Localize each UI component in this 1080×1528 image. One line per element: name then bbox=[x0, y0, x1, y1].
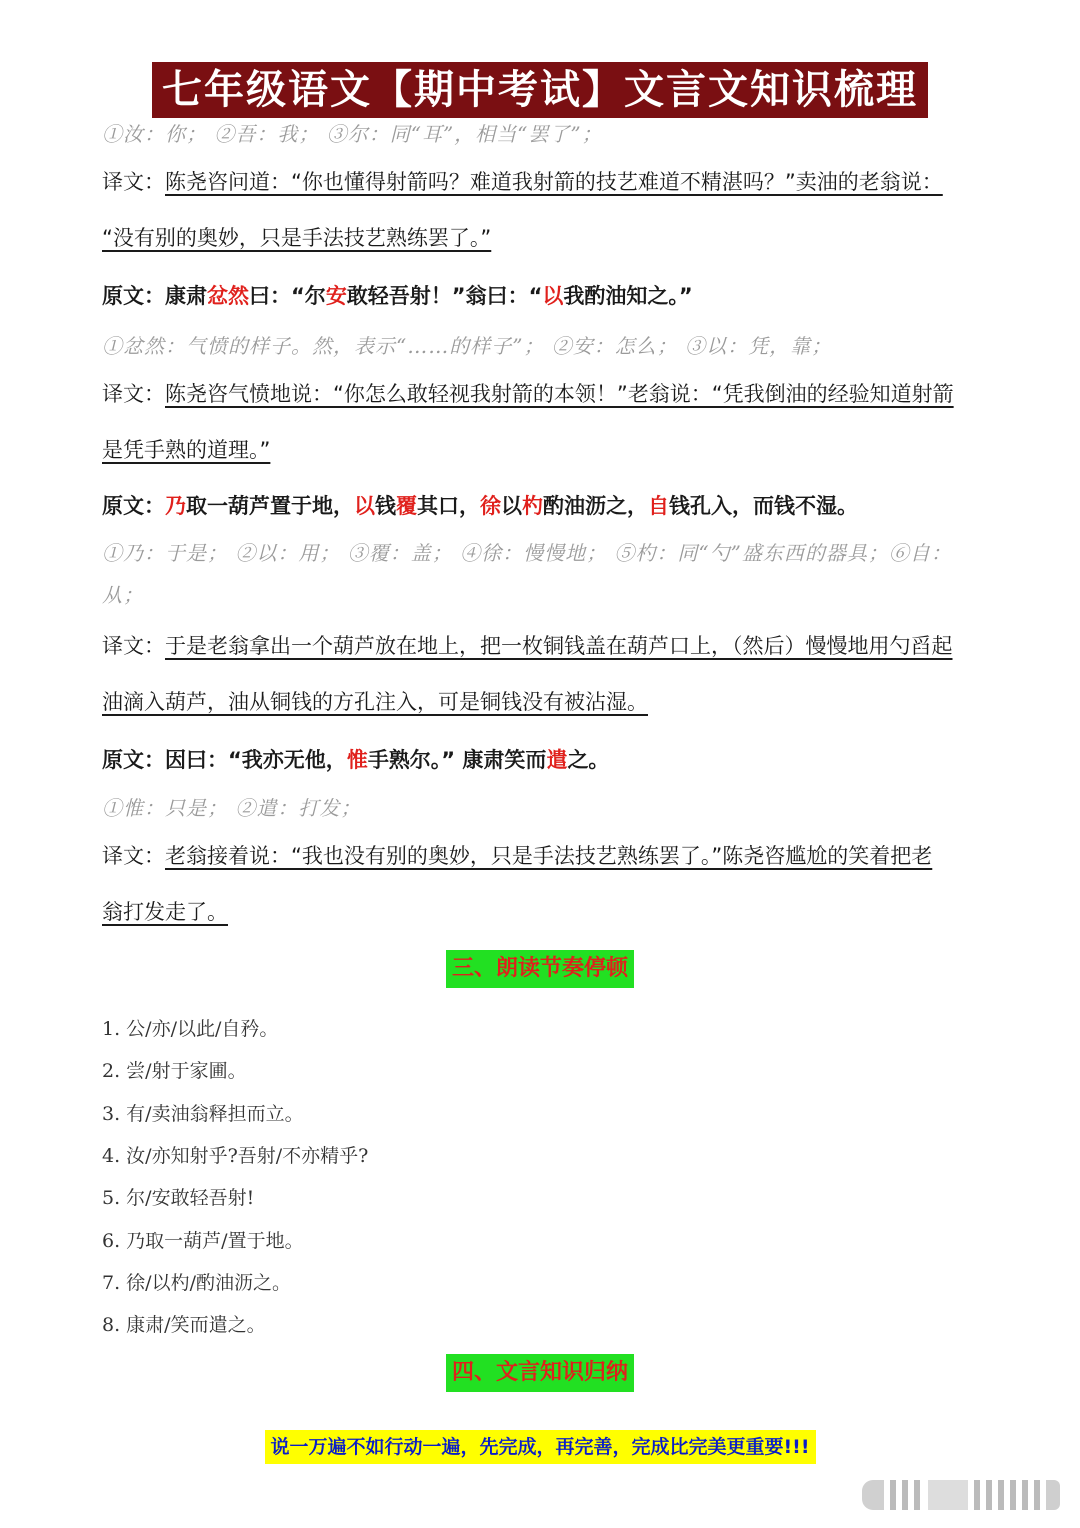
list-item: 2. 尝/射于家圃。 bbox=[102, 1060, 247, 1082]
translation-1-line-2 bbox=[102, 222, 982, 252]
text-span: 以 bbox=[501, 494, 522, 518]
text-span: 手熟尔。” 康肃笑而 bbox=[367, 748, 547, 772]
section-heading-text: 四、文言知识归纳 bbox=[446, 1354, 634, 1392]
translation-text: 陈尧咨问道：“你也懂得射箭吗？难道我射箭的技艺难道不精湛吗？”卖油的老翁说： bbox=[165, 170, 943, 194]
original-text-4 bbox=[102, 744, 982, 774]
key-word: 覆 bbox=[396, 494, 417, 518]
key-word: 以 bbox=[354, 494, 375, 518]
translation-label: 译文： bbox=[102, 170, 165, 194]
text-span: 钱 bbox=[375, 494, 396, 518]
original-text-2 bbox=[102, 280, 982, 310]
list-item: 4. 汝/亦知射乎?吾射/不亦精乎? bbox=[102, 1145, 369, 1167]
text-span: 其口， bbox=[417, 494, 480, 518]
key-word: 徐 bbox=[480, 494, 501, 518]
annotation-line-2: ①忿然：气愤的样子。然，表示“……的样子”； ②安：怎么； ③以：凭，靠； bbox=[102, 334, 833, 358]
text-span: 康肃 bbox=[165, 284, 207, 308]
translation-3-line-1 bbox=[102, 630, 982, 660]
section-heading-text: 三、朗读节奏停顿 bbox=[446, 950, 634, 988]
translation-2-line-1 bbox=[102, 378, 982, 408]
section-heading-4 bbox=[0, 1354, 1080, 1392]
section-heading-3 bbox=[0, 950, 1080, 988]
text-span: 之。 bbox=[567, 748, 610, 772]
original-label: 原文： bbox=[102, 748, 165, 772]
watermark-bar-icon bbox=[862, 1480, 1062, 1510]
key-word: 忿然 bbox=[207, 284, 249, 308]
translation-label: 译文： bbox=[102, 382, 165, 406]
list-item: 5. 尔/安敢轻吾射! bbox=[102, 1187, 255, 1209]
list-item: 8. 康肃/笑而遣之。 bbox=[102, 1314, 266, 1336]
text-span: 酌油沥之， bbox=[543, 494, 648, 518]
text-span: 钱孔入，而钱不湿。 bbox=[669, 494, 858, 518]
list-item: 1. 公/亦/以此/自矜。 bbox=[102, 1018, 279, 1040]
key-word: 遣 bbox=[546, 748, 568, 772]
list-item: 6. 乃取一葫芦/置于地。 bbox=[102, 1230, 304, 1252]
original-text-3 bbox=[102, 490, 982, 520]
page-title: 七年级语文【期中考试】文言文知识梳理 bbox=[152, 62, 928, 118]
annotation-line-1: ①汝：你； ②吾：我； ③尔：同“耳”，相当“罢了”； bbox=[102, 122, 603, 146]
translation-4-line-2 bbox=[102, 896, 982, 926]
list-item: 7. 徐/以杓/酌油沥之。 bbox=[102, 1272, 291, 1294]
text-span: 我酌油知之。” bbox=[563, 284, 693, 308]
key-word: 乃 bbox=[165, 494, 186, 518]
translation-3-line-2 bbox=[102, 686, 982, 716]
key-word: 惟 bbox=[346, 748, 368, 772]
translation-label: 译文： bbox=[102, 844, 165, 868]
translation-text: 陈尧咨气愤地说：“你怎么敢轻视我射箭的本领！”老翁说：“凭我倒油的经验知道射箭 bbox=[165, 382, 954, 406]
text-span: 因曰：“我亦无他， bbox=[165, 748, 347, 772]
original-label: 原文： bbox=[102, 494, 165, 518]
translation-text: 于是老翁拿出一个葫芦放在地上，把一枚铜钱盖在葫芦口上，（然后）慢慢地用勺舀起 bbox=[165, 634, 953, 658]
text-span: 曰：“尔 bbox=[249, 284, 326, 308]
translation-1-line-1 bbox=[102, 166, 982, 196]
key-word: 安 bbox=[325, 284, 347, 308]
translation-text: 油滴入葫芦，油从铜钱的方孔注入，可是铜钱没有被沾湿。 bbox=[102, 690, 648, 714]
translation-text: 翁打发走了。 bbox=[102, 900, 228, 924]
annotation-line-3: ①乃：于是； ②以：用； ③覆：盖； ④徐：慢慢地； ⑤杓：同“勺”盛东西的器具；⑥自：从； bbox=[102, 541, 952, 607]
translation-text: 老翁接着说：“我也没有别的奥妙，只是手法技艺熟练罢了。”陈尧咨尴尬的笑着把老 bbox=[165, 844, 933, 868]
key-word: 自 bbox=[648, 494, 669, 518]
key-word: 杓 bbox=[522, 494, 543, 518]
title-banner bbox=[0, 62, 1080, 118]
translation-text: “没有别的奥妙，只是手法技艺熟练罢了。” bbox=[102, 226, 492, 250]
original-label: 原文： bbox=[102, 284, 165, 308]
annotation-line-4: ①惟：只是； ②遣：打发； bbox=[102, 796, 362, 820]
translation-4-line-1 bbox=[102, 840, 982, 870]
text-span: 取一葫芦置于地， bbox=[186, 494, 354, 518]
text-span: 敢轻吾射！”翁曰：“ bbox=[346, 284, 543, 308]
translation-label: 译文： bbox=[102, 634, 165, 658]
translation-2-line-2 bbox=[102, 434, 982, 464]
motto-banner bbox=[0, 1430, 1080, 1464]
translation-text: 是凭手熟的道理。” bbox=[102, 438, 271, 462]
motto-text: 说一万遍不如行动一遍，先完成，再完善，完成比完美更重要!!! bbox=[265, 1430, 816, 1464]
key-word: 以 bbox=[542, 284, 564, 308]
list-item: 3. 有/卖油翁释担而立。 bbox=[102, 1103, 304, 1125]
